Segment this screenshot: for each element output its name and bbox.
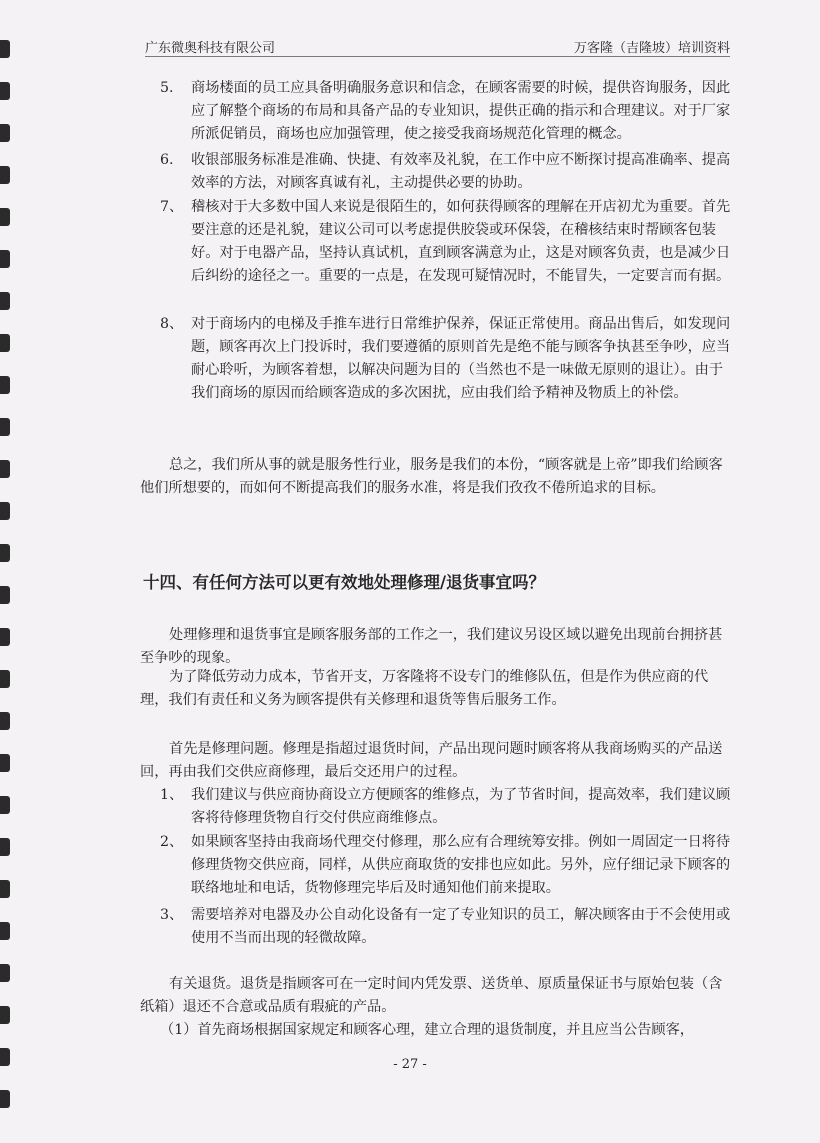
section-heading: 十四、有任何方法可以更有效地处理修理/退货事宜吗？ [143,573,546,592]
binding-hole [0,418,10,436]
returns-rule-line: （1）首先商场根据国家规定和顾客心理，建立合理的退货制度，并且应当公告顾客， [160,1022,694,1038]
binding-hole [0,796,10,814]
binding-hole [0,292,10,310]
list-item-text: 对于商场内的电梯及手推车进行日常维护保养，保证正常使用。商品出售后，如发现问题，顾客再次上门投诉时，我们要遵循的原则首先是绝不能与顾客争执甚至争吵，应当耐心聆听，为顾客着想，以解决问题为目的（当然也不是一味做无原则的退让）。由于我们商场的原因而给顾客造成的多次困扰，应由我们给予精神及物质上的补偿。 [191,316,731,401]
list-item [160,784,732,830]
binding-hole [0,208,10,226]
binding-hole [0,460,10,478]
header-doc-title: 万客隆（吉隆坡）培训资料 [573,41,730,56]
list-item-text: 我们建议与供应商协商设立方便顾客的维修点，为了节省时间，提高效率，我们建议顾客将待修理货物自行交付供应商维修点。 [191,787,731,826]
list-item [160,77,732,146]
binding-hole [0,250,10,268]
list-item-text: 如果顾客坚持由我商场代理交付修理，那么应有合理统筹安排。例如一周固定一日将待修理货物交供应商，同样，从供应商取货的安排也应如此。另外，应仔细记录下顾客的联络地址和电话，货物修理完毕后及时通知他们前来提取。 [191,834,731,896]
binding-hole [0,1090,10,1108]
binding-hole [0,628,10,646]
binding-hole [0,502,10,520]
binding-hole [0,712,10,730]
list-item-number: 1、 [160,787,184,803]
list-item-number: 6. [160,152,174,168]
list-item-number: 2、 [160,834,184,850]
binding-hole [0,670,10,688]
binding-hole [0,166,10,184]
paragraph: 处理修理和退货事宜是顾客服务部的工作之一，我们建议另设区域以避免出现前台拥挤甚至争吵的现象。 [140,627,723,666]
binding-hole [0,586,10,604]
binding-holes [0,0,22,1143]
list-item-number: 8、 [160,316,184,332]
binding-hole [0,838,10,856]
list-item [160,904,732,950]
page-header [145,36,730,57]
binding-hole [0,754,10,772]
binding-hole [0,964,10,982]
list-item-text: 稽核对于大多数中国人来说是很陌生的，如何获得顾客的理解在开店初尤为重要。首先要注意的还是礼貌，建议公司可以考虑提供胶袋或环保袋，在稽核结束时帮顾客包装好。对于电器产品，坚持认真试机，直到顾客满意为止，这是对顾客负责，也是减少日后纠纷的途径之一。重要的一点是，在发现可疑情况时，不能冒失，一定要言而有据。 [191,199,731,284]
list-item [160,149,732,195]
list-item-number: 3、 [160,907,184,923]
binding-hole [0,544,10,562]
binding-hole [0,1006,10,1024]
list-item-number: 5. [160,80,174,96]
list-item-number: 7、 [160,199,184,215]
binding-hole [0,40,10,58]
header-company: 广东微奥科技有限公司 [145,41,276,56]
binding-hole [0,922,10,940]
list-item [160,313,732,405]
list-item [160,196,732,288]
paragraph: 为了降低劳动力成本，节省开支，万客隆将不设专门的维修队伍，但是作为供应商的代理，我们有责任和义务为顾客提供有关修理和退货等售后服务工作。 [140,669,709,708]
page-number: - 27 - [393,1057,427,1072]
binding-hole [0,880,10,898]
list-item [160,831,732,900]
paragraph: 首先是修理问题。修理是指超过退货时间，产品出现问题时顾客将从我商场购买的产品送回，再由我们交供应商修理，最后交还用户的过程。 [140,741,723,780]
binding-hole [0,376,10,394]
binding-hole [0,124,10,142]
returns-paragraph: 有关退货。退货是指顾客可在一定时间内凭发票、送货单、原质量保证书与原始包装（含纸箱）退还不合意或品质有瑕疵的产品。 [140,976,723,1015]
summary-paragraph: 总之，我们所从事的就是服务性行业，服务是我们的本份，“顾客就是上帝”即我们给顾客他们所想要的，而如何不断提高我们的服务水准，将是我们孜孜不倦所追求的目标。 [140,457,723,496]
list-item-text: 收银部服务标准是准确、快捷、有效率及礼貌，在工作中应不断探讨提高准确率、提高效率的方法，对顾客真诚有礼，主动提供必要的协助。 [191,152,731,191]
list-item-text: 商场楼面的员工应具备明确服务意识和信念，在顾客需要的时候，提供咨询服务，因此应了解整个商场的布局和具备产品的专业知识，提供正确的指示和合理建议。对于厂家所派促销员，商场也应加强管理，使之接受我商场规范化管理的概念。 [191,80,731,142]
binding-hole [0,82,10,100]
list-item-text: 需要培养对电器及办公自动化设备有一定了专业知识的员工，解决顾客由于不会使用或使用不当而出现的轻微故障。 [191,907,731,946]
binding-hole [0,334,10,352]
